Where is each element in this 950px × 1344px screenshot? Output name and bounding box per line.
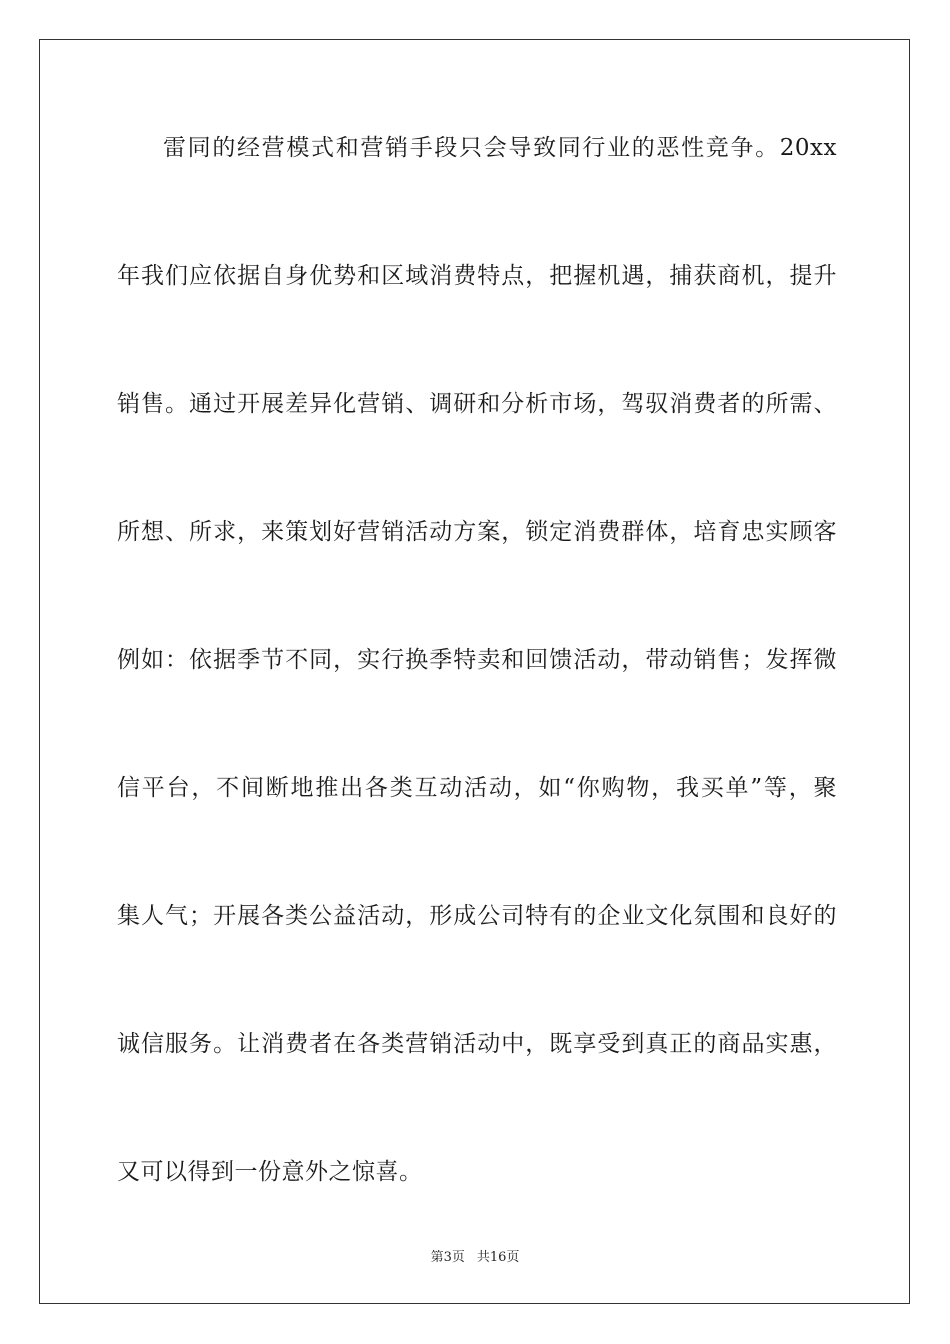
page-footer — [0, 1246, 950, 1265]
body-paragraph — [117, 110, 837, 1262]
text-line: 雷同的经营模式和营销手段只会导致同行业的恶性竞争。20xx — [163, 135, 837, 161]
page-number: 第3页 — [430, 1250, 465, 1265]
text-line: 信平台，不间断地推出各类互动活动，如“你购物，我买单”等，聚 — [117, 775, 837, 801]
text-line: 年我们应依据自身优势和区域消费特点，把握机遇，捕获商机，提升 — [117, 263, 837, 289]
text-line: 销售。通过开展差异化营销、调研和分析市场，驾驭消费者的所需、 — [117, 391, 837, 417]
text-line: 例如：依据季节不同，实行换季特卖和回馈活动，带动销售；发挥微 — [117, 647, 837, 673]
text-line: 所想、所求，来策划好营销活动方案，锁定消费群体，培育忠实顾客 — [117, 519, 837, 545]
text-line: 诚信服务。让消费者在各类营销活动中，既享受到真正的商品实惠， — [117, 1031, 837, 1057]
text-line: 集人气；开展各类公益活动，形成公司特有的企业文化氛围和良好的 — [117, 903, 837, 929]
page-total: 共16页 — [476, 1250, 520, 1265]
text-line: 又可以得到一份意外之惊喜。 — [117, 1159, 423, 1185]
